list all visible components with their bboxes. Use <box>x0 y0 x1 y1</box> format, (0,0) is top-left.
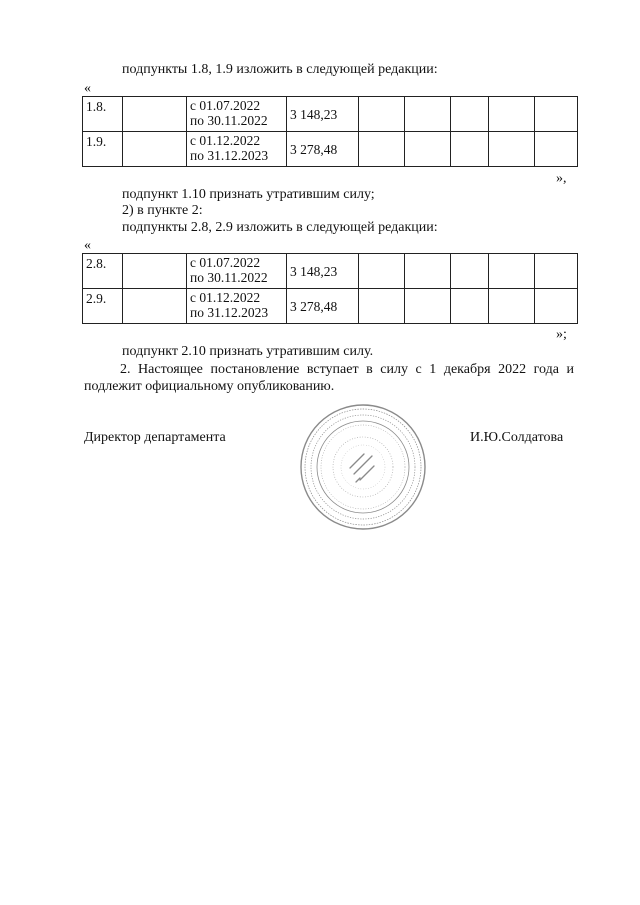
row-number: 2.9. <box>83 289 123 324</box>
period-cell <box>187 254 287 289</box>
period-from: с 01.12.2022 <box>190 133 261 148</box>
table-row <box>83 132 578 167</box>
value-cell: 3 278,48 <box>287 289 359 324</box>
value-cell: 3 148,23 <box>287 97 359 132</box>
paragraph-2: 2. Настоящее постановление вступает в силу с 1 декабря 2022 года и подлежит официальному опубликованию. <box>84 362 574 394</box>
intro-text-2: подпункты 2.8, 2.9 изложить в следующей редакции: <box>122 220 438 235</box>
period-cell <box>187 289 287 324</box>
period-from: с 01.07.2022 <box>190 255 261 270</box>
intro-text-1: подпункты 1.8, 1.9 изложить в следующей редакции: <box>122 62 438 77</box>
period-cell <box>187 97 287 132</box>
text-1-10: подпункт 1.10 признать утратившим силу; <box>122 187 375 202</box>
period-to: по 30.11.2022 <box>190 113 268 128</box>
signature-position: Директор департамента <box>84 430 226 445</box>
close-quote-2: »; <box>556 327 567 342</box>
table-row <box>83 289 578 324</box>
table-row <box>83 97 578 132</box>
close-quote-1: », <box>556 171 567 186</box>
period-to: по 31.12.2023 <box>190 148 269 163</box>
row-number: 1.8. <box>83 97 123 132</box>
official-seal-stamp <box>298 402 428 532</box>
open-quote-2: « <box>84 238 91 253</box>
table-2 <box>82 253 578 324</box>
period-to: по 31.12.2023 <box>190 305 269 320</box>
text-2-10: подпункт 2.10 признать утратившим силу. <box>122 344 374 359</box>
seal-icon <box>298 402 428 532</box>
row-number: 1.9. <box>83 132 123 167</box>
period-to: по 30.11.2022 <box>190 270 268 285</box>
table-row <box>83 254 578 289</box>
row-number: 2.8. <box>83 254 123 289</box>
open-quote-1: « <box>84 81 91 96</box>
period-from: с 01.07.2022 <box>190 98 261 113</box>
period-from: с 01.12.2022 <box>190 290 261 305</box>
text-point-2: 2) в пункте 2: <box>122 203 203 218</box>
value-cell: 3 278,48 <box>287 132 359 167</box>
value-cell: 3 148,23 <box>287 254 359 289</box>
table-1 <box>82 96 578 167</box>
signature-name: И.Ю.Солдатова <box>470 430 564 445</box>
period-cell <box>187 132 287 167</box>
